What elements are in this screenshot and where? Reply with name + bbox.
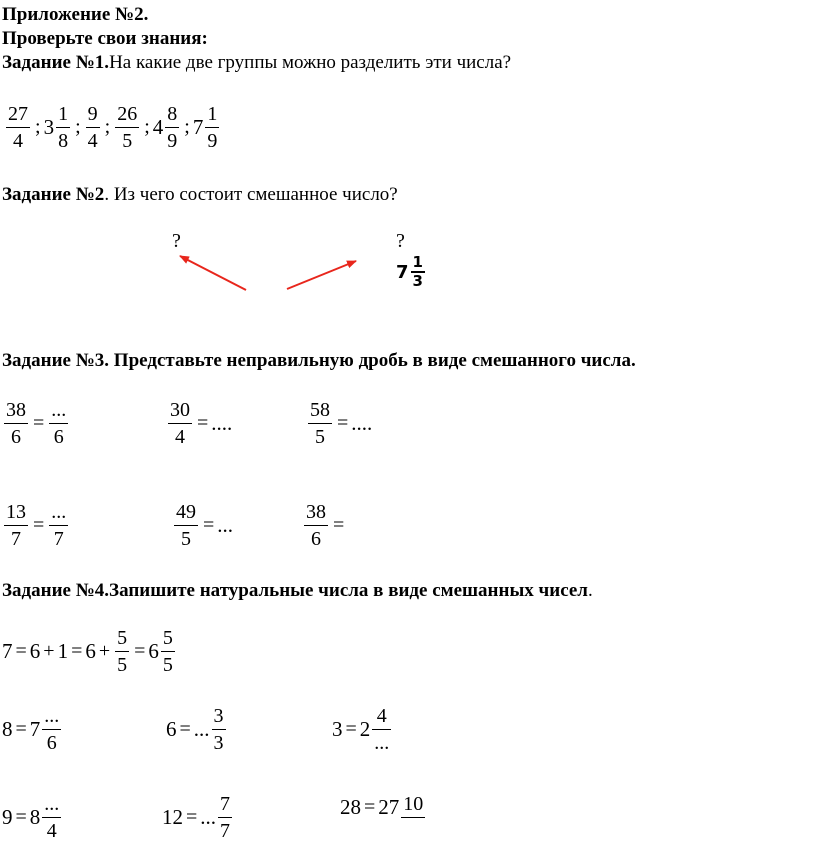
separator: ;	[184, 116, 190, 138]
task3-row2-item3: $\frac{38}{6}$ =	[306, 501, 345, 550]
task1-text: На какие две группы можно разделить эти числа?	[109, 52, 512, 73]
appendix-title: Приложение №2.	[2, 4, 149, 25]
separator: ;	[75, 116, 81, 138]
question-mark-right: ?	[396, 230, 405, 252]
fraction: $\frac{1}{3}$	[412, 253, 423, 290]
task1-label: Задание №1.	[2, 52, 110, 73]
fraction: $\frac{26}{5}$	[117, 103, 138, 152]
task4-row1-item2: 6 = ... $\frac{3}{3}$	[166, 705, 224, 754]
separator: ;	[35, 116, 41, 138]
whole-part: 4	[152, 115, 164, 139]
task4-heading: Задание №4.Запишите натуральные числа в виде смешанных чисел.	[2, 580, 593, 601]
question-mark-left: ?	[172, 230, 181, 252]
fraction: $\frac{27}{4}$	[8, 103, 28, 152]
task2-text: . Из чего состоит смешанное число?	[104, 184, 398, 205]
whole-part: 3	[43, 115, 55, 139]
separator: ;	[144, 116, 150, 138]
task4-row2-item2: 12 = ... $\frac{7}{7}$	[162, 793, 231, 842]
arrow-left	[180, 256, 246, 290]
fraction: $\frac{1}{8}$	[58, 103, 69, 152]
task3-row2-item1: $\frac{13}{7}$ = $\frac{...}{7}$	[6, 501, 67, 550]
task3-row1-item1: $\frac{38}{6}$ = $\frac{...}{6}$	[6, 399, 67, 448]
task4-label: Задание №4.Запишите натуральные числа в виде смешанных чисел	[2, 580, 588, 601]
whole-part: 7	[396, 261, 409, 283]
task4-row2-item1: 9 = 8 $\frac{...}{4}$	[2, 793, 60, 842]
task4-example: 7 = 6 + 1 = 6 + $\frac{5}{5}$ = 6 $\frac{5}{5}$	[2, 627, 173, 676]
task3-row1-item3: $\frac{58}{5}$ = ....	[310, 399, 373, 448]
task3-row2-item2: $\frac{49}{5}$ = ...	[176, 501, 234, 550]
arrow-right	[287, 261, 356, 289]
mixed-number-example	[396, 254, 427, 290]
whole-part: 7	[192, 115, 204, 139]
task3-row1-item2: $\frac{30}{4}$ = ....	[170, 399, 233, 448]
fraction: $\frac{1}{9}$	[207, 103, 218, 152]
separator: ;	[104, 116, 111, 138]
check-title: Проверьте свои знания:	[2, 28, 208, 49]
task4-row2-item3: 28 = 27 10	[340, 793, 424, 819]
task4-row1-item3: 3 = 2 $\frac{4}{...}$	[332, 705, 390, 754]
fraction: $\frac{9}{4}$	[87, 103, 98, 152]
task2-label: Задание №2	[2, 184, 105, 205]
fraction: $\frac{8}{9}$	[167, 103, 178, 152]
task4-row1-item1: 8 = 7 $\frac{...}{6}$	[2, 705, 60, 754]
task3-heading: Задание №3. Представьте неправильную дробь в виде смешанного числа.	[2, 350, 636, 371]
